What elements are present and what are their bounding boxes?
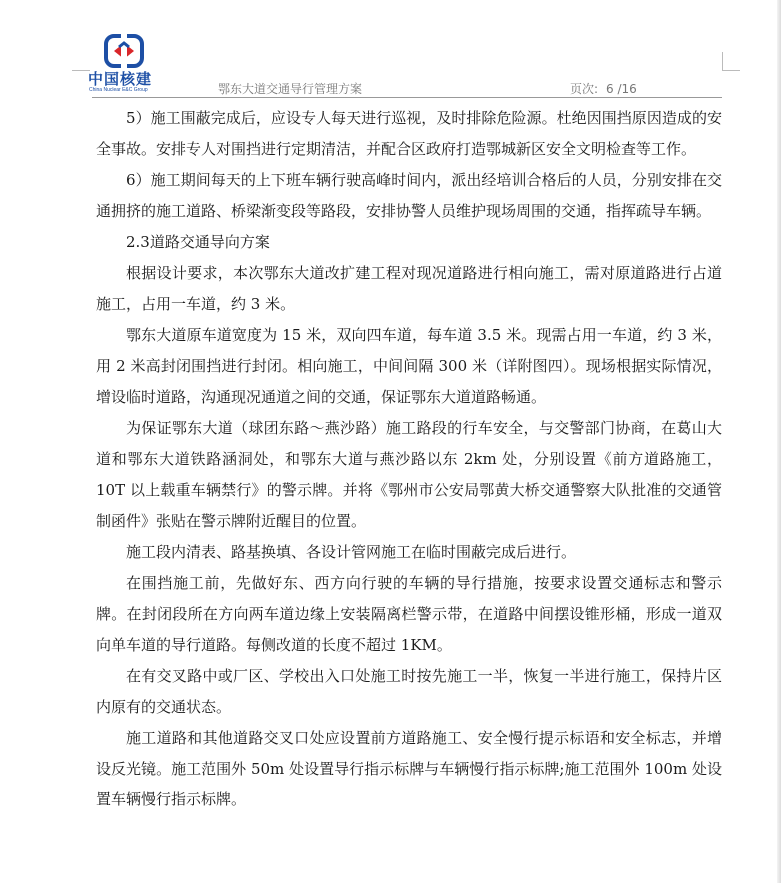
paragraph-1: 5）施工围蔽完成后，应设专人每天进行巡视，及时排除危险源。杜绝因围挡原因造成的安全事故。安排专人对围挡进行定期清洁，并配合区政府打造鄂城新区安全文明检查等工作。 xyxy=(96,109,722,158)
paragraph-7: 在围挡施工前，先做好东、西方向行驶的车辆的导行措施，按要求设置交通标志和警示牌。在封闭段所在方向两车道边缘上安装隔离栏警示带，在道路中间摆设锥形桶，形成一道双向单车道的导行道路。每侧改道的长度不超过 1KM。 xyxy=(96,574,722,654)
document-body xyxy=(96,103,722,815)
logo-brand-cn: 中国核建 xyxy=(88,70,153,88)
paragraph-9: 施工道路和其他道路交叉口处应设置前方道路施工、安全慢行提示标语和安全标志，并增设反光镜。施工范围外 50m 处设置导行指示标牌与车辆慢行指示标牌;施工范围外 100m 处设置车辆慢行指示标牌。 xyxy=(96,729,722,808)
paragraph-5: 为保证鄂东大道（球团东路～燕沙路）施工路段的行车安全，与交警部门协商，在葛山大道和鄂东大道铁路涵洞处，和鄂东大道与燕沙路以东 2km 处，分别设置《前方道路施工，10T 以上载重车辆禁行》的警示牌。并将《鄂州市公安局鄂黄大桥交通警察大队批准的交通管制函件》张贴在警示牌附近醒目的位置。 xyxy=(96,419,722,530)
document-title: 鄂东大道交通导行管理方案 xyxy=(218,82,363,96)
paragraph-8: 在有交叉路中或厂区、学校出入口处施工时按先施工一半，恢复一半进行施工，保持片区内原有的交通状态。 xyxy=(96,667,722,716)
page-label: 页次: xyxy=(570,82,599,96)
cnec-logo-icon xyxy=(104,34,144,68)
crop-mark-right-vertical xyxy=(722,52,723,70)
company-logo xyxy=(88,34,168,98)
crop-mark-right xyxy=(722,70,740,71)
page-indicator xyxy=(570,80,645,97)
paragraph-3: 根据设计要求，本次鄂东大道改扩建工程对现况道路进行相向施工，需对原道路进行占道施工，占用一车道，约 3 米。 xyxy=(96,264,722,313)
page-edge-shadow xyxy=(777,0,781,883)
paragraph-2: 6）施工期间每天的上下班车辆行驶高峰时间内，派出经培训合格后的人员，分别安排在交通拥挤的施工道路、桥梁渐变段等路段，安排协警人员维护现场周围的交通，指挥疏导车辆。 xyxy=(96,171,722,220)
page-number: 6 /16 xyxy=(606,82,637,96)
paragraph-4: 鄂东大道原车道宽度为 15 米，双向四车道，每车道 3.5 米。现需占用一车道，约 3 米，用 2 米高封闭围挡进行封闭。相向施工，中间间隔 300 米（详附图四）。现场根据实际情况，增设临时道路，沟通现况通道之间的交通，保证鄂东大道道路畅通。 xyxy=(96,326,722,406)
section-heading: 2.3道路交通导向方案 xyxy=(126,233,270,251)
logo-brand-en: China Nuclear E&C Group xyxy=(89,87,148,93)
paragraph-6: 施工段内清表、路基换填、各设计管网施工在临时围蔽完成后进行。 xyxy=(126,543,577,561)
header-divider xyxy=(92,97,722,98)
